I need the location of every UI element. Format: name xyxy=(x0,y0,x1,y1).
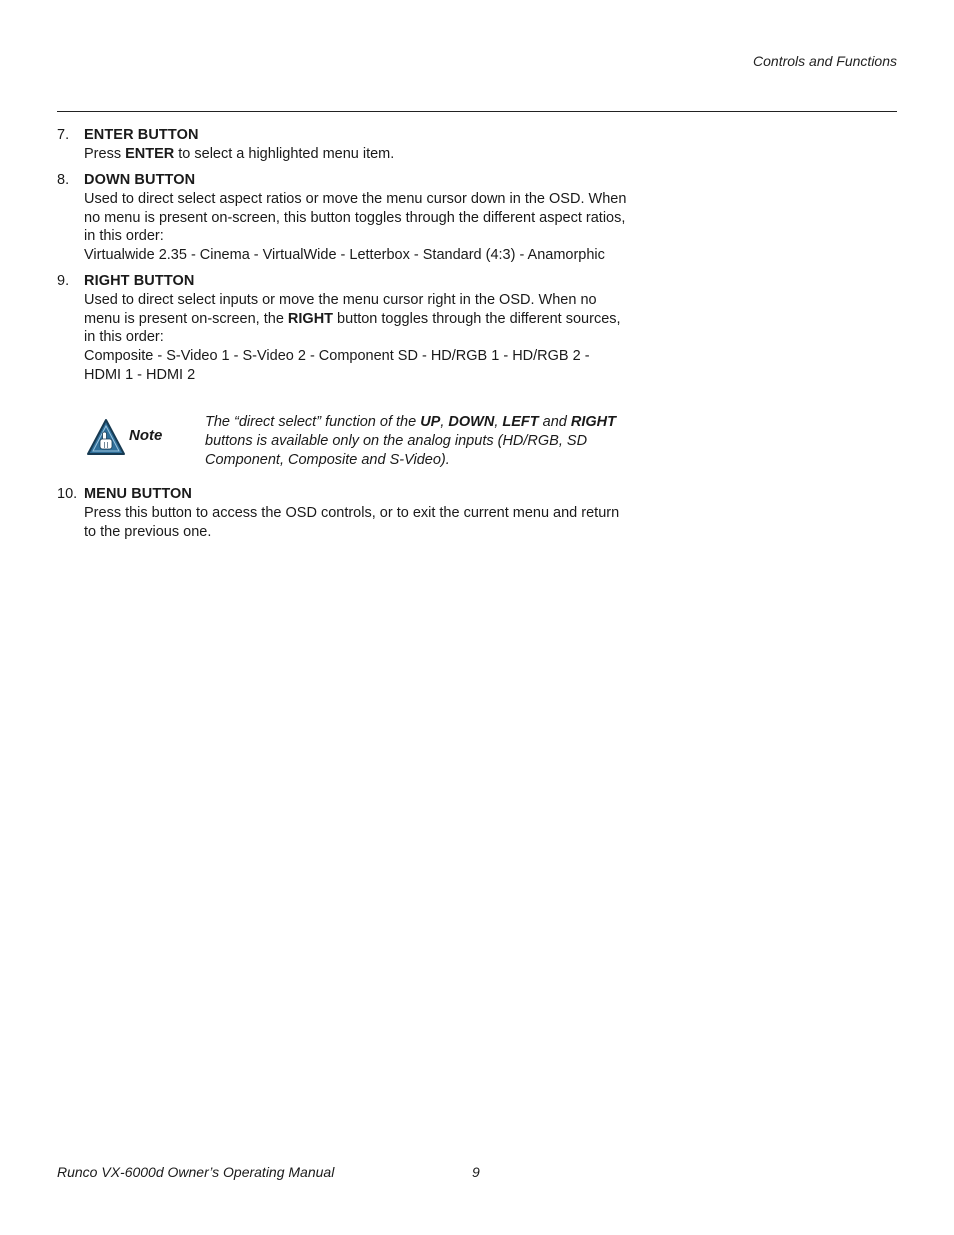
item-description-line: in this order: xyxy=(84,329,164,346)
page-number: 9 xyxy=(472,1164,480,1180)
item-description-line: Press this button to access the OSD controls, or to exit the current menu and return xyxy=(84,504,620,521)
item-description-line: no menu is present on-screen, this button toggles through the different aspect ratios, xyxy=(84,209,626,226)
item-heading: DOWN BUTTON xyxy=(84,172,196,188)
note-text xyxy=(205,413,665,469)
item-number: 8. xyxy=(57,172,70,188)
list-item-menu-button xyxy=(57,485,657,541)
source-sequence: Composite - S-Video 1 - S-Video 2 - Component SD - HD/RGB 1 - HD/RGB 2 - xyxy=(84,348,590,365)
footer-manual-title: Runco VX-6000d Owner’s Operating Manual xyxy=(57,1164,335,1180)
item-number: 10. xyxy=(57,486,78,502)
list-item-right-button xyxy=(57,272,657,385)
pointing-hand-warning-icon xyxy=(86,418,126,456)
item-description-line: Used to direct select inputs or move the menu cursor right in the OSD. When no xyxy=(84,291,597,308)
note-line: Component, Composite and S-Video). xyxy=(205,451,450,468)
item-number: 7. xyxy=(57,127,70,143)
note-line: buttons is available only on the analog inputs (HD/RGB, SD xyxy=(205,432,588,449)
item-number: 9. xyxy=(57,273,70,289)
header-divider xyxy=(57,111,897,112)
item-description-line: to the previous one. xyxy=(84,523,212,540)
item-description-line: in this order: xyxy=(84,228,164,245)
item-heading: ENTER BUTTON xyxy=(84,127,199,143)
aspect-ratio-sequence: Virtualwide 2.35 - Cinema - VirtualWide - Letterbox - Standard (4:3) - Anamorphic xyxy=(84,247,605,264)
running-header: Controls and Functions xyxy=(753,53,897,69)
list-item-enter-button xyxy=(57,126,657,164)
item-description: Press ENTER to select a highlighted menu item. xyxy=(84,145,395,162)
item-heading: MENU BUTTON xyxy=(84,486,192,502)
item-description-line: Used to direct select aspect ratios or move the menu cursor down in the OSD. When xyxy=(84,190,627,207)
list-item-down-button xyxy=(57,171,657,265)
note-line: The “direct select” function of the UP, DOWN, LEFT and RIGHT xyxy=(205,414,616,430)
source-sequence: HDMI 1 - HDMI 2 xyxy=(84,366,196,383)
note-label: Note xyxy=(129,427,163,444)
item-heading: RIGHT BUTTON xyxy=(84,273,195,289)
item-description-line: menu is present on-screen, the RIGHT button toggles through the different sources, xyxy=(84,310,621,327)
